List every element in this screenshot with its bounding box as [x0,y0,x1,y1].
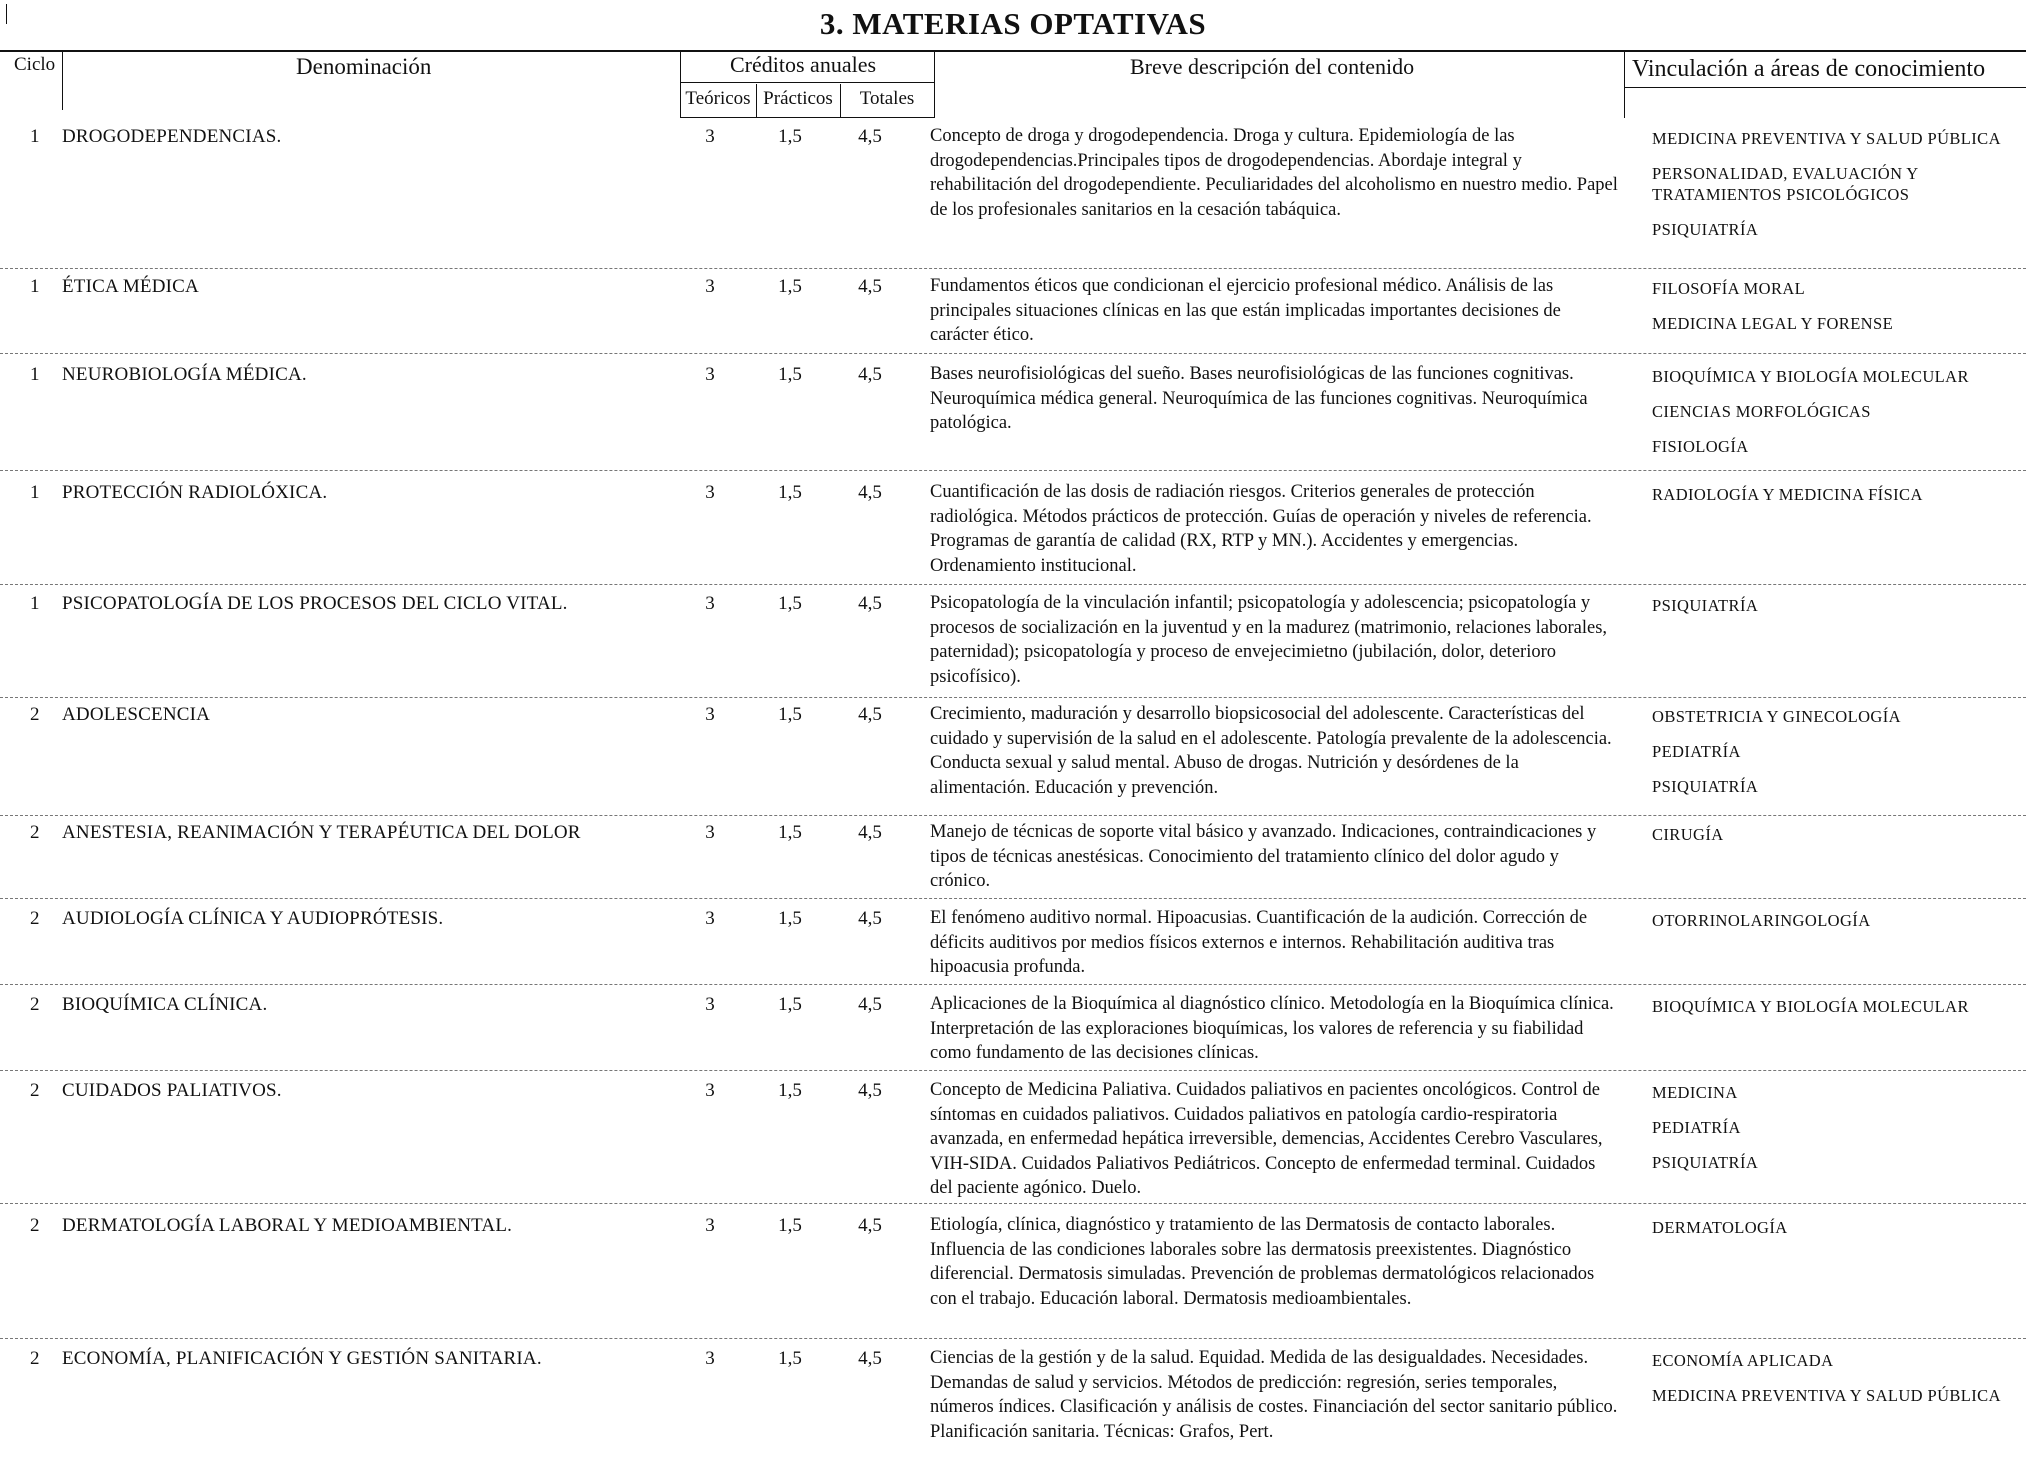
row-totales: 4,5 [858,1348,882,1369]
header-areas: Vinculación a áreas de conocimiento [1632,56,1986,82]
row-teoricos: 3 [705,908,715,929]
header-practicos: Prácticos [763,88,833,109]
row-separator [0,1070,2026,1071]
row-practicos: 1,5 [778,126,802,147]
header-denominacion: Denominación [296,54,432,79]
page-title: 3. MATERIAS OPTATIVAS [819,6,1207,41]
row-ciclo: 1 [30,364,40,385]
row-teoricos: 3 [705,994,715,1015]
row-denominacion: ECONOMÍA, PLANIFICACIÓN Y GESTIÓN SANITARIA. [62,1348,542,1369]
row-ciclo: 1 [30,482,40,503]
row-separator [0,984,2026,985]
row-denominacion: PSICOPATOLOGÍA DE LOS PROCESOS DEL CICLO VITAL. [62,593,568,614]
row-teoricos: 3 [705,1080,715,1101]
row-totales: 4,5 [858,1215,882,1236]
row-description: Cuantificación de las dosis de radiación riesgos. Criterios generales de protección radiológica. Métodos prácticos de protección. Guías de operación y niveles de referencia. Programas de garantía de calidad (RX, RTP y MN.). Accidentes y emergencias. Ordenamiento institucional. [930,482,1592,576]
row-areas [1652,1217,2012,1252]
header-teoricos: Teóricos [685,88,751,109]
row-teoricos: 3 [705,482,715,503]
row-denominacion: PROTECCIÓN RADIOLÓXICA. [62,482,328,503]
row-practicos: 1,5 [778,908,802,929]
row-separator [0,815,2026,816]
row-ciclo: 2 [30,908,40,929]
row-practicos: 1,5 [778,994,802,1015]
row-areas [1652,910,2012,945]
header-subheader-rule [680,117,934,118]
row-teoricos: 3 [705,1348,715,1369]
area-item: OBSTETRICIA Y GINECOLOGÍA [1652,707,1901,726]
row-teoricos: 3 [705,126,715,147]
row-totales: 4,5 [858,908,882,929]
header-ciclo: Ciclo [14,54,56,75]
row-separator [0,1203,2026,1204]
row-totales: 4,5 [858,276,882,297]
area-item: CIENCIAS MORFOLÓGICAS [1652,402,1871,421]
row-practicos: 1,5 [778,1080,802,1101]
area-item: MEDICINA PREVENTIVA Y SALUD PÚBLICA [1652,129,2001,148]
row-denominacion: NEUROBIOLOGÍA MÉDICA. [62,364,307,385]
row-separator [0,697,2026,698]
area-item: BIOQUÍMICA Y BIOLOGÍA MOLECULAR [1652,997,1969,1016]
row-description: Concepto de Medicina Paliativa. Cuidados paliativos en pacientes oncológicos. Control de síntomas en cuidados paliativos. Cuidados paliativos en patología cardio-respiratoria avanzada, en enfermedad hepática irreversible, demencias, Accidentes Cerebro Vasculares, VIH-SIDA. Cuidados Paliativos Pediátricos. Concepto de enfermedad terminal. Cuidados del paciente agónico. Duelo. [930,1080,1603,1198]
row-totales: 4,5 [858,704,882,725]
row-description: Bases neurofisiológicas del sueño. Bases neurofisiológicas de las funciones cognitivas. Neuroquímica médica general. Neuroquímica de las funciones cognitivas. Neuroquímica patológica. [930,364,1588,433]
header-descripcion: Breve descripción del contenido [1130,54,1415,79]
row-totales: 4,5 [858,364,882,385]
area-item: FISIOLOGÍA [1652,437,1749,456]
row-description: Etiología, clínica, diagnóstico y tratamiento de las Dermatosis de contacto laborales. Influencia de las condiciones laborales sobre las dermatosis preexistentes. Diagnóstico diferencial. Dermatosis simuladas. Prevención de problemas dermatológicos relacionados con el trabajo. Educación laboral. Dermatosis medioambientales. [930,1215,1595,1309]
row-practicos: 1,5 [778,593,802,614]
row-areas [1652,996,2012,1031]
area-item: ECONOMÍA APLICADA [1652,1351,1834,1370]
row-ciclo: 1 [30,593,40,614]
row-ciclo: 2 [30,1080,40,1101]
row-description: Fundamentos éticos que condicionan el ejercicio profesional médico. Análisis de las principales situaciones clínicas en las que están implicadas importantes decisiones de carácter ético. [930,276,1561,345]
header-creditos: Créditos anuales [730,52,877,77]
row-practicos: 1,5 [778,276,802,297]
row-separator [0,898,2026,899]
row-separator [0,584,2026,585]
row-separator [0,1338,2026,1339]
row-teoricos: 3 [705,593,715,614]
row-totales: 4,5 [858,593,882,614]
row-areas [1652,484,2012,519]
row-totales: 4,5 [858,482,882,503]
row-separator [0,353,2026,354]
area-item: CIRUGÍA [1652,825,1724,844]
area-item: PSIQUIATRÍA [1652,220,1759,239]
row-practicos: 1,5 [778,1215,802,1236]
row-areas [1652,128,2012,254]
row-description: El fenómeno auditivo normal. Hipoacusias. Cuantificación de la audición. Corrección de déficits auditivos por medios físicos externos e internos. Rehabilitación auditiva tras hipoacusia profunda. [930,908,1588,977]
row-totales: 4,5 [858,822,882,843]
row-ciclo: 2 [30,994,40,1015]
area-item: PEDIATRÍA [1652,1118,1741,1137]
row-description: Concepto de droga y drogodependencia. Droga y cultura. Epidemiología de las drogodependencias.Principales tipos de drogodependencias. Abordaje integral y rehabilitación del drogodependiente. Peculiaridades del alcoholismo en nuestro medio. Papel de los profesionales sanitarios en la cesación tabáquica. [930,126,1618,220]
area-item: PSIQUIATRÍA [1652,596,1759,615]
row-denominacion: CUIDADOS PALIATIVOS. [62,1080,282,1101]
header-areas-rule [1624,87,2026,88]
row-totales: 4,5 [858,994,882,1015]
row-teoricos: 3 [705,276,715,297]
row-ciclo: 1 [30,126,40,147]
row-description: Ciencias de la gestión y de la salud. Equidad. Medida de las desigualdades. Necesidades. Demandas de salud y servicios. Métodos de predicción: regresión, series temporales, números índices. Clasificación y análisis de costes. Financiación del sector sanitario público. Planificación sanitaria. Técnicas: Grafos, Pert. [930,1348,1618,1442]
row-practicos: 1,5 [778,704,802,725]
row-totales: 4,5 [858,1080,882,1101]
area-item: RADIOLOGÍA Y MEDICINA FÍSICA [1652,485,1923,504]
row-ciclo: 2 [30,822,40,843]
row-description: Crecimiento, maduración y desarrollo biopsicosocial del adolescente. Características del cuidado y supervisión de la salud en el adolescente. Patología prevalente de la adolescencia. Conducta sexual y salud mental. Abuso de drogas. Nutrición y desórdenes de la alimentación. Educación y prevención. [930,704,1612,798]
row-ciclo: 1 [30,276,40,297]
area-item: DERMATOLOGÍA [1652,1218,1788,1237]
area-item: MEDICINA [1652,1083,1738,1102]
header-top-rule [0,50,2026,52]
row-practicos: 1,5 [778,1348,802,1369]
row-denominacion: ADOLESCENCIA [62,704,211,725]
area-item: PEDIATRÍA [1652,742,1741,761]
area-item: PSIQUIATRÍA [1652,1153,1759,1172]
row-areas [1652,595,2012,630]
area-item: PSIQUIATRÍA [1652,777,1759,796]
header-divider-creditos [934,52,935,118]
area-item: MEDICINA PREVENTIVA Y SALUD PÚBLICA [1652,1386,2001,1405]
area-item: BIOQUÍMICA Y BIOLOGÍA MOLECULAR [1652,367,1969,386]
row-description: Aplicaciones de la Bioquímica al diagnóstico clínico. Metodología en la Bioquímica clínica. Interpretación de las exploraciones bioquímicas, los valores de referencia y su fiabilidad como fundamento de las decisiones clínicas. [930,994,1614,1063]
row-practicos: 1,5 [778,482,802,503]
row-denominacion: AUDIOLOGÍA CLÍNICA Y AUDIOPRÓTESIS. [62,908,444,929]
row-practicos: 1,5 [778,364,802,385]
row-denominacion: ÉTICA MÉDICA [62,276,199,297]
row-description: Psicopatología de la vinculación infantil; psicopatología y adolescencia; psicopatología y procesos de socialización en la juventud y en la madurez (matrimonio, relaciones laborales, paternidad); psicopatología y proceso de envejecimietno (jubilación, dolor, deterioro psicofísico). [930,593,1608,687]
header-divider-descripcion [1624,52,1625,118]
header-divider-ciclo [62,52,63,110]
row-teoricos: 3 [705,822,715,843]
row-ciclo: 2 [30,704,40,725]
row-denominacion: ANESTESIA, REANIMACIÓN Y TERAPÉUTICA DEL DOLOR [62,822,581,843]
header-totales: Totales [859,88,915,109]
row-areas [1652,824,2012,859]
header-left-tick [6,4,7,24]
area-item: MEDICINA LEGAL Y FORENSE [1652,314,1894,333]
row-ciclo: 2 [30,1215,40,1236]
row-areas [1652,278,2012,348]
row-ciclo: 2 [30,1348,40,1369]
row-areas [1652,1350,2012,1420]
row-teoricos: 3 [705,704,715,725]
row-areas [1652,706,2012,811]
row-description: Manejo de técnicas de soporte vital básico y avanzado. Indicaciones, contraindicaciones y tipos de técnicas anestésicas. Conocimiento del tratamiento clínico del dolor agudo y crónico. [930,822,1597,891]
row-separator [0,268,2026,269]
row-practicos: 1,5 [778,822,802,843]
row-areas [1652,366,2012,471]
area-item: OTORRINOLARINGOLOGÍA [1652,911,1871,930]
row-teoricos: 3 [705,364,715,385]
row-denominacion: DROGODEPENDENCIAS. [62,126,282,147]
row-denominacion: BIOQUÍMICA CLÍNICA. [62,994,268,1015]
area-item: FILOSOFÍA MORAL [1652,279,1806,298]
row-teoricos: 3 [705,1215,715,1236]
area-item: PERSONALIDAD, EVALUACIÓN Y TRATAMIENTOS PSICOLÓGICOS [1652,164,1918,204]
row-totales: 4,5 [858,126,882,147]
row-areas [1652,1082,2012,1187]
row-denominacion: DERMATOLOGÍA LABORAL Y MEDIOAMBIENTAL. [62,1215,513,1236]
header-creditos-rule [680,82,934,83]
